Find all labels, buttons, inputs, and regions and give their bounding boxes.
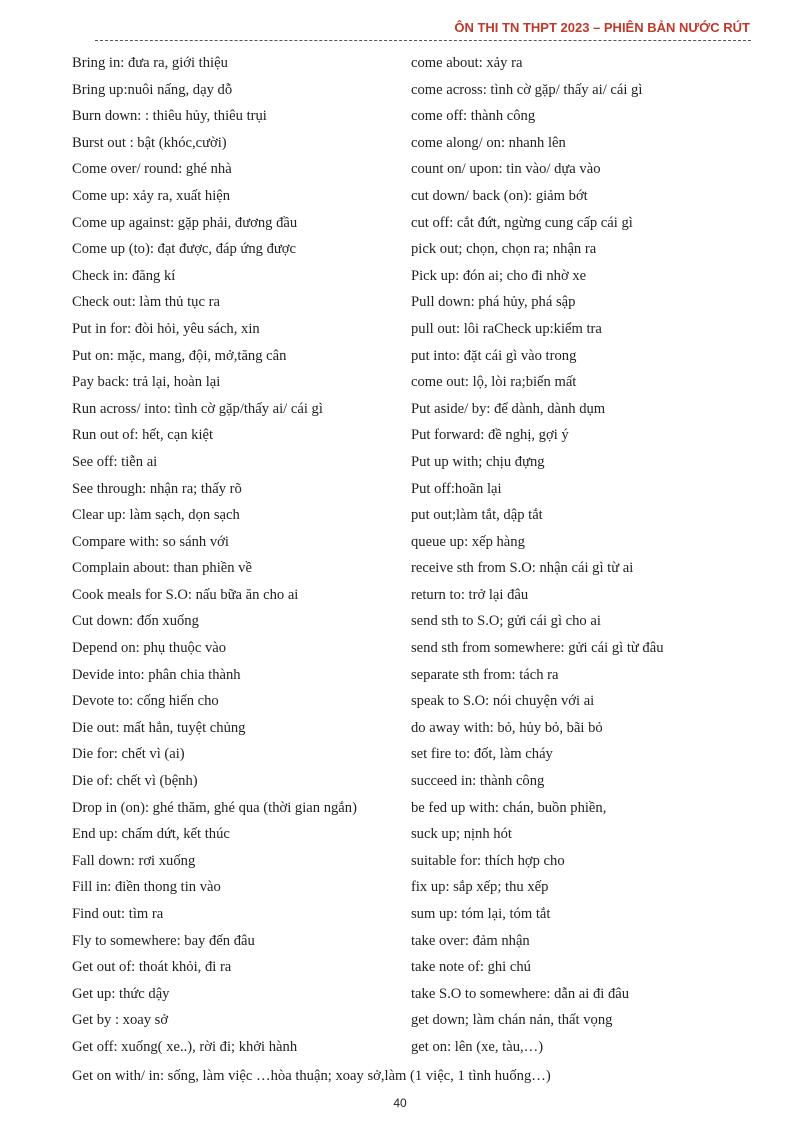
- entry-right: suitable for: thích hợp cho: [411, 852, 565, 869]
- entry-left: Check in: đăng kí: [72, 267, 176, 284]
- entry-left: Get by : xoay sở: [72, 1012, 169, 1029]
- entry-row: [72, 821, 762, 848]
- entry-row: [72, 1034, 762, 1061]
- entry-right: send sth from somewhere: gửi cái gì từ đâu: [411, 640, 664, 657]
- entry-left: See through: nhận ra; thấy rõ: [72, 480, 242, 497]
- entry-row: [72, 768, 762, 795]
- full-width-entry: Get on with/ in: sống, làm việc …hòa thuận; xoay sở,làm (1 việc, 1 tình huống…): [72, 1068, 551, 1084]
- entry-right: come out: lộ, lòi ra;biến mất: [411, 374, 577, 391]
- entry-row: [72, 795, 762, 822]
- entry-right: suck up; nịnh hót: [411, 826, 512, 843]
- entry-right: send sth to S.O; gửi cái gì cho ai: [411, 613, 601, 630]
- entry-right: receive sth from S.O: nhận cái gì từ ai: [411, 560, 634, 577]
- entry-left: Clear up: làm sạch, dọn sạch: [72, 507, 240, 524]
- entry-left: Burst out : bật (khóc,cười): [72, 134, 227, 151]
- entry-right: take S.O to somewhere: dẫn ai đi đâu: [411, 985, 630, 1002]
- entry-right: come off: thành công: [411, 108, 536, 125]
- entry-row: [72, 50, 762, 77]
- entry-right: speak to S.O: nói chuyện với ai: [411, 693, 595, 710]
- entry-right: cut off: cắt đứt, ngừng cung cấp cái gì: [411, 214, 633, 231]
- entry-row: [72, 635, 762, 662]
- entry-left: Bring up:nuôi nấng, dạy dỗ: [72, 81, 233, 98]
- entry-right: queue up: xếp hàng: [411, 533, 525, 550]
- entry-row: [72, 662, 762, 689]
- entry-right: Put aside/ by: để dành, dành dụm: [411, 400, 606, 417]
- entry-right: do away with: bỏ, hủy bỏ, bãi bỏ: [411, 719, 603, 736]
- entry-row: [72, 901, 762, 928]
- entry-row: [72, 954, 762, 981]
- entry-right: set fire to: đốt, làm cháy: [411, 746, 553, 763]
- entry-right: fix up: sắp xếp; thu xếp: [411, 879, 549, 896]
- entry-right: cut down/ back (on): giảm bớt: [411, 187, 588, 204]
- entry-row: [72, 343, 762, 370]
- entry-right: Pull down: phá hủy, phá sập: [411, 294, 576, 311]
- entry-row: [72, 741, 762, 768]
- entry-right: get on: lên (xe, tàu,…): [411, 1038, 544, 1055]
- entry-row: [72, 103, 762, 130]
- entry-right: come across: tình cờ gặp/ thấy ai/ cái gì: [411, 81, 643, 98]
- entry-right: succeed in: thành công: [411, 773, 545, 790]
- entry-row: [72, 848, 762, 875]
- entry-left: Get out of: thoát khỏi, đi ra: [72, 959, 232, 976]
- entry-row: [72, 582, 762, 609]
- entry-left: Bring in: đưa ra, giới thiệu: [72, 55, 228, 71]
- entry-row: [72, 369, 762, 396]
- entry-right: put into: đặt cái gì vào trong: [411, 347, 577, 364]
- entry-right: put out;làm tắt, dập tắt: [411, 507, 543, 524]
- entry-right: return to: trở lại đâu: [411, 586, 529, 603]
- entry-right: Put off:hoãn lại: [411, 480, 502, 497]
- entry-row: [72, 183, 762, 210]
- entry-left: Cut down: đốn xuống: [72, 613, 199, 630]
- entry-left: Fall down: rơi xuống: [72, 852, 196, 869]
- entry-row: [72, 422, 762, 449]
- entry-right: count on/ upon: tin vào/ dựa vào: [411, 161, 601, 178]
- entry-left: End up: chấm dứt, kết thúc: [72, 826, 230, 843]
- entry-row: [72, 608, 762, 635]
- entry-row: [72, 688, 762, 715]
- entry-row: [72, 130, 762, 157]
- page-header-title: ÔN THI TN THPT 2023 – PHIÊN BẢN NƯỚC RÚT: [454, 20, 750, 35]
- entry-row: [72, 449, 762, 476]
- phrasal-verb-list: [72, 50, 762, 1061]
- entry-row: [72, 555, 762, 582]
- entry-left: Pay back: trả lại, hoàn lại: [72, 374, 221, 391]
- entry-left: See off: tiễn ai: [72, 453, 158, 470]
- entry-right: come along/ on: nhanh lên: [411, 134, 566, 151]
- entry-right: Put forward: đề nghị, gợi ý: [411, 427, 569, 444]
- entry-left: Devote to: cống hiến cho: [72, 693, 219, 710]
- entry-left: Die out: mất hẳn, tuyệt chủng: [72, 719, 246, 736]
- entry-row: [72, 210, 762, 237]
- entry-row: [72, 874, 762, 901]
- entry-row: [72, 77, 762, 104]
- entry-right: separate sth from: tách ra: [411, 666, 559, 683]
- entry-right: come about: xảy ra: [411, 55, 523, 71]
- entry-left: Burn down: : thiêu hủy, thiêu trụi: [72, 108, 267, 125]
- entry-left: Run out of: hết, cạn kiệt: [72, 427, 214, 444]
- entry-row: [72, 316, 762, 343]
- entry-left: Cook meals for S.O: nấu bữa ăn cho ai: [72, 586, 299, 603]
- entry-row: [72, 715, 762, 742]
- entry-left: Complain about: than phiền về: [72, 560, 252, 577]
- entry-left: Put on: mặc, mang, đội, mở,tăng cân: [72, 347, 287, 364]
- entry-left: Devide into: phân chia thành: [72, 666, 241, 683]
- entry-row: [72, 928, 762, 955]
- entry-left: Come up (to): đạt được, đáp ứng được: [72, 241, 296, 258]
- entry-right: take over: đảm nhận: [411, 932, 530, 949]
- entry-right: Put up with; chịu đựng: [411, 453, 545, 470]
- entry-left: Drop in (on): ghé thăm, ghé qua (thời gian ngắn): [72, 799, 357, 816]
- entry-right: be fed up with: chán, buồn phiền,: [411, 799, 607, 816]
- entry-left: Check out: làm thủ tục ra: [72, 294, 220, 311]
- entry-row: [72, 1007, 762, 1034]
- page-number: 40: [393, 1096, 407, 1110]
- entry-left: Put in for: đòi hỏi, yêu sách, xin: [72, 320, 260, 337]
- entry-left: Fly to somewhere: bay đến đâu: [72, 932, 255, 949]
- entry-right: take note of: ghi chú: [411, 959, 531, 976]
- entry-left: Depend on: phụ thuộc vào: [72, 640, 227, 657]
- entry-row: [72, 236, 762, 263]
- entry-left: Come over/ round: ghé nhà: [72, 161, 232, 178]
- entry-left: Find out: tìm ra: [72, 906, 164, 922]
- entry-row: [72, 156, 762, 183]
- entry-right: Pick up: đón ai; cho đi nhờ xe: [411, 267, 587, 284]
- entry-row: [72, 263, 762, 290]
- entry-row: [72, 476, 762, 503]
- entry-right: get down; làm chán nản, thất vọng: [411, 1012, 613, 1029]
- entry-left: Die of: chết vì (bệnh): [72, 773, 198, 790]
- entry-row: [72, 981, 762, 1008]
- entry-left: Die for: chết vì (ai): [72, 746, 185, 763]
- entry-left: Run across/ into: tình cờ gặp/thấy ai/ cái gì: [72, 400, 323, 417]
- entry-row: [72, 529, 762, 556]
- entry-left: Get off: xuống( xe..), rời đi; khởi hành: [72, 1038, 298, 1055]
- entry-left: Get up: thức dậy: [72, 985, 170, 1002]
- entry-row: [72, 289, 762, 316]
- entry-left: Compare with: so sánh với: [72, 533, 229, 550]
- entry-right: sum up: tóm lại, tóm tắt: [411, 906, 551, 922]
- entry-left: Come up against: gặp phải, đương đầu: [72, 214, 298, 231]
- entry-left: Come up: xảy ra, xuất hiện: [72, 187, 231, 204]
- entry-row: [72, 502, 762, 529]
- entry-row: [72, 396, 762, 423]
- entry-right: pick out; chọn, chọn ra; nhận ra: [411, 241, 597, 258]
- entry-left: Fill in: điền thong tin vào: [72, 879, 221, 896]
- entry-right: pull out: lôi raCheck up:kiểm tra: [411, 320, 602, 337]
- header-divider: [95, 40, 751, 41]
